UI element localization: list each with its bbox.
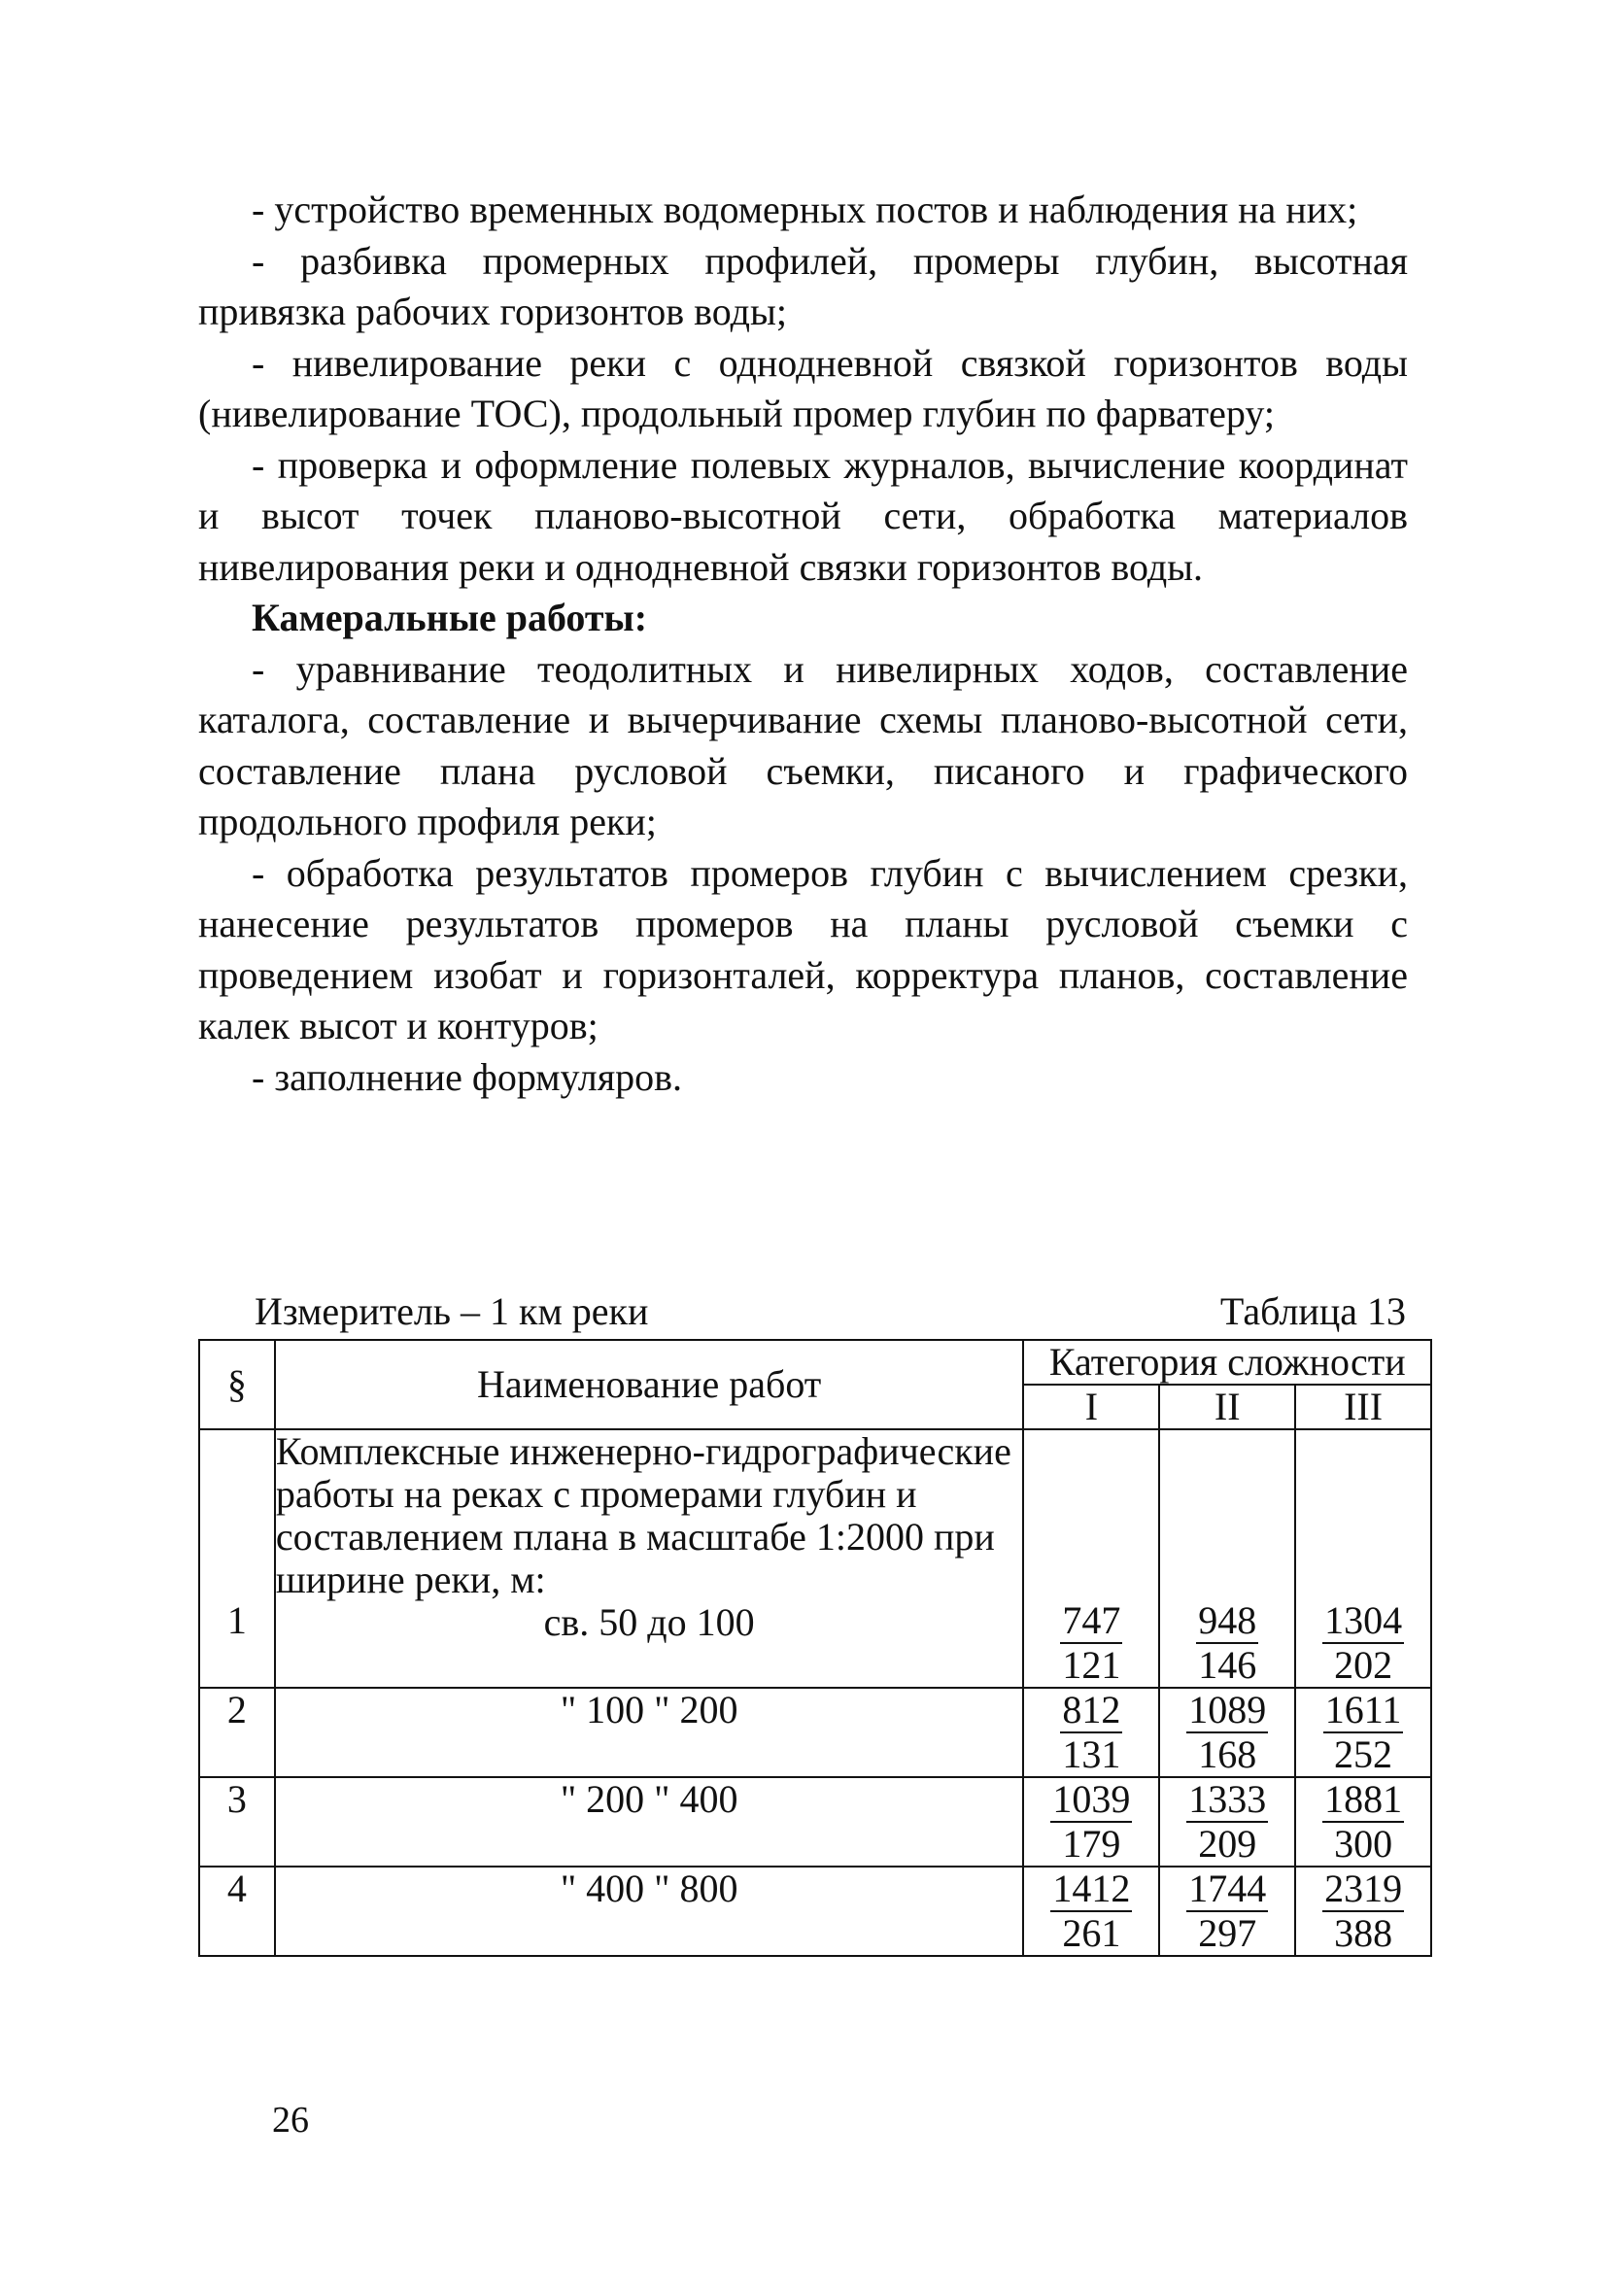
value-denominator: 131 xyxy=(1062,1732,1121,1776)
value-cell xyxy=(1159,1777,1295,1867)
value-denominator: 146 xyxy=(1198,1643,1257,1687)
value-numerator: 1412 xyxy=(1052,1867,1131,1910)
paragraph: - разбивка промерных профилей, промеры глубин, высотная привязка рабочих горизонтов воды; xyxy=(198,238,1408,333)
row-range-spacer xyxy=(276,1644,1023,1687)
value-cell xyxy=(1023,1429,1159,1688)
value-denominator: 252 xyxy=(1334,1732,1393,1776)
header-category: Категория сложности xyxy=(1023,1340,1431,1385)
value-cell xyxy=(1295,1777,1431,1867)
table-row xyxy=(199,1688,1431,1777)
row-name xyxy=(275,1867,1024,1956)
value-denominator: 179 xyxy=(1062,1822,1121,1866)
paragraph: - устройство временных водомерных постов и наблюдения на них; xyxy=(252,188,1358,231)
header-cat-1: I xyxy=(1023,1385,1159,1429)
value-denominator: 209 xyxy=(1198,1822,1257,1866)
value-denominator: 121 xyxy=(1062,1643,1121,1687)
value-numerator: 948 xyxy=(1198,1598,1257,1642)
value-numerator: 1881 xyxy=(1324,1777,1403,1821)
paragraph: - проверка и оформление полевых журналов, вычисление координат и высот точек планово-высотной сети, обработка материалов нивелирования реки и однодневной связки горизонтов воды. xyxy=(198,442,1408,589)
value-cell xyxy=(1023,1777,1159,1867)
value-numerator: 812 xyxy=(1062,1688,1121,1731)
row-name xyxy=(275,1777,1024,1867)
table-row xyxy=(199,1867,1431,1956)
value-cell xyxy=(1159,1429,1295,1688)
value-denominator: 297 xyxy=(1198,1911,1257,1955)
header-cat-2: II xyxy=(1159,1385,1295,1429)
header-name: Наименование работ xyxy=(275,1340,1024,1429)
value-denominator: 202 xyxy=(1334,1643,1393,1687)
paragraph: - заполнение формуляров. xyxy=(252,1054,683,1099)
header-cat-3: III xyxy=(1295,1385,1431,1429)
norms-table xyxy=(198,1339,1432,1957)
row-range: " 200 " 400 xyxy=(560,1777,738,1821)
value-cell xyxy=(1023,1688,1159,1777)
value-cell xyxy=(1159,1867,1295,1956)
value-numerator: 1611 xyxy=(1324,1688,1402,1731)
row-name xyxy=(275,1429,1024,1688)
row-number: 2 xyxy=(199,1688,275,1777)
table-measure: Измеритель – 1 км реки xyxy=(255,1289,649,1333)
value-numerator: 1304 xyxy=(1324,1598,1403,1642)
value-numerator: 1744 xyxy=(1188,1867,1267,1910)
table-title: Таблица 13 xyxy=(1219,1289,1406,1333)
page-number: 26 xyxy=(272,2100,309,2141)
body-text xyxy=(198,185,1408,1103)
value-cell xyxy=(1295,1429,1431,1688)
row-number: 4 xyxy=(199,1867,275,1956)
value-denominator: 168 xyxy=(1198,1732,1257,1776)
value-denominator: 388 xyxy=(1334,1911,1393,1955)
value-cell xyxy=(1295,1867,1431,1956)
row-range: св. 50 до 100 xyxy=(543,1600,755,1644)
row-description: Комплексные инженерно-гидрографические работы на реках с промерами глубин и составлением плана в масштабе 1:2000 при ширине реки, м: xyxy=(275,1429,1011,1601)
row-name xyxy=(275,1688,1024,1777)
value-numerator: 1089 xyxy=(1188,1688,1267,1731)
paragraph: - обработка результатов промеров глубин с вычислением срезки, нанесение результатов промеров на планы русловой съемки с проведением изобат и горизонталей, корректура планов, составление калек высот и контуров; xyxy=(198,850,1408,1047)
row-number: 3 xyxy=(199,1777,275,1867)
header-section: § xyxy=(199,1340,275,1429)
paragraph: - нивелирование реки с однодневной связкой горизонтов воды (нивелирование ТОС), продольный промер глубин по фарватеру; xyxy=(198,340,1408,435)
section-heading: Камеральные работы: xyxy=(252,596,648,639)
row-range: " 100 " 200 xyxy=(560,1688,738,1731)
value-denominator: 300 xyxy=(1334,1822,1393,1866)
value-numerator: 1333 xyxy=(1188,1777,1267,1821)
row-range: " 400 " 800 xyxy=(560,1867,738,1910)
value-numerator: 747 xyxy=(1062,1598,1121,1642)
value-numerator: 1039 xyxy=(1052,1777,1131,1821)
value-numerator: 2319 xyxy=(1324,1867,1403,1910)
value-cell xyxy=(1295,1688,1431,1777)
table-row xyxy=(199,1429,1431,1688)
value-cell xyxy=(1023,1867,1159,1956)
value-cell xyxy=(1159,1688,1295,1777)
table-row xyxy=(199,1777,1431,1867)
paragraph: - уравнивание теодолитных и нивелирных ходов, составление каталога, составление и вычерчивание схемы планово-высотной сети, составление плана русловой съемки, писаного и графического продольного профиля реки; xyxy=(198,646,1408,843)
value-denominator: 261 xyxy=(1062,1911,1121,1955)
row-number: 1 xyxy=(199,1429,275,1688)
